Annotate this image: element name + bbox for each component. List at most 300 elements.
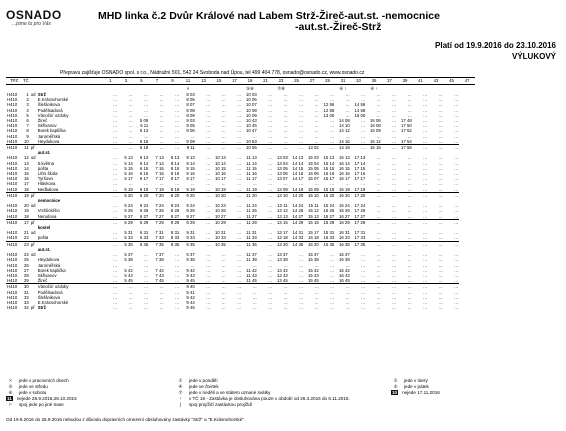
departure-time: … xyxy=(345,102,350,108)
departure-time: … xyxy=(391,230,397,236)
departure-time: 6 24 xyxy=(139,203,149,209)
departure-time: … xyxy=(391,262,397,268)
departure-time: … xyxy=(174,181,180,187)
route-code: H410 xyxy=(7,213,18,219)
departure-time: 16 12 xyxy=(369,138,381,144)
route-code: H410 xyxy=(7,299,18,305)
departure-time: 11 17 xyxy=(246,176,257,182)
departure-time: … xyxy=(205,252,211,258)
departure-time: 14 19 xyxy=(292,186,304,192)
departure-time: … xyxy=(438,252,443,258)
departure-time: 15 42 xyxy=(307,267,319,273)
arrival-departure-mark: př xyxy=(30,192,37,198)
departure-time: … xyxy=(236,133,242,139)
departure-time: … xyxy=(366,192,382,198)
departure-time: … xyxy=(438,262,443,268)
departure-time: … xyxy=(221,272,226,278)
service-symbol xyxy=(196,85,212,93)
departure-time: … xyxy=(413,145,429,151)
departure-time: 6 16 xyxy=(139,171,149,177)
legend-item xyxy=(6,390,46,395)
service-symbol xyxy=(397,85,413,93)
departure-time: … xyxy=(407,213,412,219)
departure-time: 10 08 xyxy=(245,107,257,113)
departure-time: … xyxy=(159,299,164,305)
departure-time: … xyxy=(128,181,133,187)
departure-time: … xyxy=(298,181,304,187)
legend-text: jede ve středu xyxy=(19,384,48,389)
departure-time: 16 19 xyxy=(338,186,350,192)
stop-number: 8 xyxy=(26,128,29,134)
departure-time: … xyxy=(345,305,350,311)
departure-time: … xyxy=(444,145,460,151)
departure-time: 17 26 xyxy=(354,208,366,214)
column-header: 47 xyxy=(459,78,475,85)
departure-time: 10 20 xyxy=(211,192,227,198)
departure-time: … xyxy=(174,138,180,144)
departure-time: … xyxy=(314,138,319,144)
departure-time: 11 45 xyxy=(246,278,257,284)
departure-time: 15 20 xyxy=(304,241,320,247)
departure-time: … xyxy=(438,128,443,134)
departure-time: … xyxy=(298,305,304,311)
departure-time: … xyxy=(422,262,428,268)
departure-time: … xyxy=(422,92,428,97)
departure-time: 15 35 xyxy=(320,241,336,247)
departure-time: 9 33 xyxy=(186,235,195,241)
departure-time: 16 15 xyxy=(338,165,350,171)
departure-time: … xyxy=(376,171,381,177)
legend-item xyxy=(6,402,64,407)
route-code: H410 xyxy=(7,257,18,263)
departure-time: 5 37 xyxy=(124,252,133,258)
departure-time: … xyxy=(236,128,242,134)
departure-time: … xyxy=(112,262,118,268)
departure-time: … xyxy=(391,138,397,144)
departure-time: … xyxy=(391,278,397,284)
departure-time: 11 24 xyxy=(246,203,257,209)
departure-time: … xyxy=(205,92,211,97)
legend-item xyxy=(6,378,69,383)
departure-time: 15 13 xyxy=(307,213,319,219)
departure-time: … xyxy=(283,289,288,295)
departure-time: … xyxy=(314,181,319,187)
departure-time: 8 07 xyxy=(186,102,195,108)
departure-time: … xyxy=(236,257,242,263)
departure-time: … xyxy=(289,145,305,151)
departure-time: … xyxy=(221,112,226,118)
departure-time: … xyxy=(438,112,443,118)
departure-time: … xyxy=(236,272,242,278)
column-header: 41 xyxy=(413,78,429,85)
service-symbol xyxy=(134,85,150,93)
stop-name: Vánoční ozdoby xyxy=(37,112,69,118)
departure-time: … xyxy=(267,230,273,236)
departure-time: … xyxy=(376,305,381,311)
departure-time: 17 16 xyxy=(354,171,366,177)
departure-time: … xyxy=(376,294,381,300)
departure-time: … xyxy=(391,208,397,214)
departure-time: … xyxy=(205,289,211,295)
departure-time: … xyxy=(221,128,226,134)
departure-time: … xyxy=(453,138,459,144)
departure-time: 17 27 xyxy=(354,213,366,219)
departure-time: 11 13 xyxy=(246,155,257,161)
departure-time: … xyxy=(298,267,304,273)
departure-time: 7 29 xyxy=(149,219,165,225)
departure-time: 5 43 xyxy=(124,272,133,278)
departure-time: … xyxy=(159,112,164,118)
legend-symbol: ⑦ xyxy=(178,390,183,395)
departure-time: … xyxy=(267,181,273,187)
stop-name: Strž xyxy=(37,305,46,311)
departure-time: … xyxy=(453,133,459,139)
service-symbol: ⑥ ↑ xyxy=(370,85,378,91)
departure-time: … xyxy=(174,299,180,305)
departure-time: … xyxy=(174,97,180,103)
departure-time: … xyxy=(444,192,460,198)
departure-time: … xyxy=(438,230,443,236)
stop-number: 19 xyxy=(23,208,29,214)
departure-time: 7 15 xyxy=(155,165,164,171)
departure-time: … xyxy=(205,138,211,144)
departure-time: … xyxy=(422,267,428,273)
departure-time: … xyxy=(407,102,412,108)
departure-time: … xyxy=(422,299,428,305)
departure-time: 14 35 xyxy=(289,241,305,247)
stop-name: 5.května xyxy=(37,160,54,166)
departure-time: … xyxy=(283,133,288,139)
departure-time: … xyxy=(143,267,149,273)
column-header: 9 xyxy=(165,78,181,85)
departure-time: … xyxy=(428,241,444,247)
stop-name: Hlávkova xyxy=(37,181,56,187)
departure-time: … xyxy=(236,102,242,108)
departure-time: 9 29 xyxy=(180,219,196,225)
departure-time: … xyxy=(159,133,164,139)
departure-time: 13 13 xyxy=(276,213,288,219)
departure-time: … xyxy=(413,192,429,198)
departure-time: … xyxy=(112,133,118,139)
departure-time: 16 33 xyxy=(338,235,350,241)
departure-time: … xyxy=(143,257,149,263)
departure-time: … xyxy=(258,145,274,151)
departure-time: … xyxy=(267,272,273,278)
departure-time: 13 03 xyxy=(276,155,288,161)
line-title-continued: -aut.st.-Žireč-Strž xyxy=(295,21,382,33)
departure-time: 6 31 xyxy=(139,230,149,236)
departure-time: … xyxy=(267,305,273,311)
route-code: H410 xyxy=(7,97,18,103)
departure-time: … xyxy=(112,289,118,295)
arrival-departure-mark: od xyxy=(30,155,36,161)
departure-time: … xyxy=(103,145,119,151)
departure-time: … xyxy=(236,118,242,124)
stop-number: 14 xyxy=(23,165,29,171)
departure-time: … xyxy=(112,294,118,300)
departure-time: 12 58 xyxy=(323,107,335,113)
departure-time: 7 26 xyxy=(155,208,164,214)
departure-time: … xyxy=(165,145,181,151)
departure-time: … xyxy=(453,123,459,129)
departure-time: 11 29 xyxy=(242,219,258,225)
departure-time: … xyxy=(391,181,397,187)
departure-time: 17 14 xyxy=(354,160,366,166)
departure-time: … xyxy=(174,92,180,97)
departure-time: … xyxy=(453,97,459,103)
column-header: 3 xyxy=(118,78,134,85)
departure-time: … xyxy=(438,208,443,214)
departure-time: … xyxy=(298,294,304,300)
departure-time: … xyxy=(174,289,180,295)
departure-time: … xyxy=(236,262,242,268)
departure-time: … xyxy=(205,262,211,268)
departure-time: … xyxy=(329,92,335,97)
departure-time: … xyxy=(391,107,397,113)
departure-time: … xyxy=(159,107,164,113)
departure-time: … xyxy=(196,219,212,225)
departure-time: 5 11 xyxy=(140,123,149,129)
departure-time: 16 08 xyxy=(369,123,381,129)
departure-time: … xyxy=(407,208,412,214)
departure-time: 14 15 xyxy=(292,165,304,171)
departure-time: … xyxy=(283,97,288,103)
departure-time: … xyxy=(329,289,335,295)
departure-time: … xyxy=(174,107,180,113)
departure-time: 11 42 xyxy=(246,267,257,273)
route-code: H410 xyxy=(7,272,18,278)
stop-name: Nerudova xyxy=(37,213,57,219)
service-symbol xyxy=(149,85,165,93)
departure-time: … xyxy=(444,241,460,247)
route-code: H410 xyxy=(7,112,18,118)
departure-time: 15 33 xyxy=(323,235,335,241)
departure-time: … xyxy=(221,289,226,295)
departure-time: … xyxy=(118,284,134,290)
departure-time: 9 17 xyxy=(186,176,195,182)
departure-time: 10 24 xyxy=(214,203,226,209)
route-code: H410 xyxy=(7,203,18,209)
departure-time: … xyxy=(221,267,226,273)
departure-time: 10 17 xyxy=(214,176,226,182)
departure-time: … xyxy=(422,272,428,278)
departure-time: … xyxy=(174,305,180,311)
carrier-info: Přepravu zajišťuje OSNADO spol. s r.o., Nádražní 501, 542 24 Svoboda nad Úpou, tel 499 404 778, osnado@osnado.cz, www.osnado.cz xyxy=(60,70,365,76)
departure-time: … xyxy=(329,118,335,124)
departure-time: … xyxy=(205,160,211,166)
service-symbol xyxy=(22,85,30,93)
departure-time: … xyxy=(438,171,443,177)
departure-time: 8 16 xyxy=(170,171,180,177)
legend-symbol: ⚐ xyxy=(8,402,13,407)
departure-time: … xyxy=(149,145,165,151)
departure-time: … xyxy=(267,278,273,284)
departure-time: … xyxy=(112,208,118,214)
departure-time: … xyxy=(221,305,226,311)
departure-time: 10 13 xyxy=(214,155,226,161)
route-code: H410 xyxy=(7,230,18,236)
departure-time: … xyxy=(128,118,133,124)
departure-time: 9 27 xyxy=(186,213,195,219)
legend-symbol: ⑤ xyxy=(8,384,13,389)
departure-time: … xyxy=(407,92,412,97)
departure-time: … xyxy=(376,272,381,278)
stop-number: 26 xyxy=(23,262,29,268)
departure-time: 14 18 xyxy=(335,145,351,151)
departure-time: … xyxy=(103,284,119,290)
departure-time: … xyxy=(267,165,273,171)
arrival-departure-mark: př xyxy=(30,241,37,247)
departure-time: 7 20 xyxy=(149,192,165,198)
departure-time: … xyxy=(407,181,412,187)
departure-time: … xyxy=(159,102,164,108)
departure-time: 7 45 xyxy=(155,278,164,284)
departure-time: 16 42 xyxy=(338,267,350,273)
departure-time: … xyxy=(407,305,412,311)
arrival-departure-mark: od xyxy=(30,252,36,258)
departure-time: … xyxy=(236,235,242,241)
departure-time: … xyxy=(407,112,412,118)
legend-text: jede v neděli a ve státem uznané svátky xyxy=(189,390,271,395)
departure-time: 5 14 xyxy=(124,160,133,166)
departure-time: 16 06 xyxy=(369,118,381,124)
departure-time: … xyxy=(438,203,443,209)
departure-time: … xyxy=(267,160,273,166)
departure-time: … xyxy=(329,262,335,268)
departure-time: 14 31 xyxy=(292,230,304,236)
column-header: 35 xyxy=(366,78,382,85)
departure-time: … xyxy=(376,112,381,118)
service-symbol xyxy=(320,85,336,93)
departure-time: … xyxy=(190,133,195,139)
stop-number: 13 xyxy=(23,160,29,166)
departure-time: … xyxy=(236,203,242,209)
departure-time: … xyxy=(453,267,459,273)
departure-time: 8 17 xyxy=(170,176,180,182)
departure-time: … xyxy=(360,118,366,124)
departure-time: … xyxy=(329,305,335,311)
departure-time: 9 09 xyxy=(186,138,195,144)
departure-time: … xyxy=(345,294,350,300)
departure-time: 15 45 xyxy=(307,278,319,284)
departure-time: … xyxy=(329,133,335,139)
departure-time: … xyxy=(422,176,428,182)
departure-time: 13 12 xyxy=(276,208,288,214)
departure-time: 15 14 xyxy=(323,160,335,166)
departure-time: … xyxy=(205,118,211,124)
departure-time: … xyxy=(376,257,381,263)
departure-time: … xyxy=(407,299,412,305)
departure-time: … xyxy=(267,203,273,209)
departure-time: … xyxy=(211,284,227,290)
departure-time: 6 13 xyxy=(139,155,149,161)
departure-time: … xyxy=(314,128,319,134)
stop-name: Šlefánikova xyxy=(37,102,60,108)
departure-time: … xyxy=(438,294,443,300)
departure-time: 7 42 xyxy=(155,267,164,273)
departure-time: … xyxy=(453,203,459,209)
departure-time: 5 45 xyxy=(124,278,133,284)
stop-number: 15 xyxy=(23,171,29,177)
stop-name: Žireč xyxy=(37,278,48,284)
arrival-departure-mark: od xyxy=(30,203,36,209)
departure-time: 13 18 xyxy=(276,235,288,241)
departure-time: … xyxy=(407,171,412,177)
departure-time: 5 27 xyxy=(124,213,133,219)
departure-time: 9 46 xyxy=(186,305,195,311)
departure-time: 13 38 xyxy=(276,257,288,263)
legend-item xyxy=(176,384,219,389)
departure-time: … xyxy=(174,133,180,139)
departure-time: … xyxy=(128,305,133,311)
departure-time: 16 17 xyxy=(338,176,350,182)
departure-time: … xyxy=(283,294,288,300)
departure-time: … xyxy=(112,278,118,284)
departure-time: … xyxy=(112,203,118,209)
arrival-departure-mark: př xyxy=(30,219,37,225)
stop-number: 17 xyxy=(23,219,29,225)
departure-time: 17 17 xyxy=(354,176,366,182)
departure-time: … xyxy=(329,252,335,258)
departure-time: … xyxy=(376,176,381,182)
departure-time: 13 11 xyxy=(277,203,288,209)
departure-time: 15 16 xyxy=(323,171,335,177)
departure-time: … xyxy=(453,112,459,118)
departure-time: … xyxy=(112,123,118,129)
departure-time: 6 20 xyxy=(134,192,150,198)
departure-time: … xyxy=(304,284,320,290)
departure-time: … xyxy=(422,102,428,108)
departure-time: … xyxy=(345,112,350,118)
departure-time: … xyxy=(227,241,243,247)
legend-text: jede v pracovních dnech xyxy=(19,378,69,383)
departure-time: … xyxy=(236,186,242,192)
departure-time: … xyxy=(453,155,459,161)
departure-time: … xyxy=(112,181,118,187)
departure-time: … xyxy=(143,299,149,305)
departure-time: … xyxy=(438,299,443,305)
company-logo xyxy=(6,8,62,27)
stop-name: E.Krásnohorské xyxy=(37,97,69,103)
departure-time: 9 38 xyxy=(186,257,195,263)
departure-time: … xyxy=(221,138,226,144)
route-code: H410 xyxy=(6,145,22,151)
departure-time: 9 20 xyxy=(180,192,196,198)
departure-time: … xyxy=(422,112,428,118)
legend-text: jede v sobotu xyxy=(19,390,47,395)
stop-name: Heydukova xyxy=(37,138,60,144)
departure-time: … xyxy=(407,235,412,241)
departure-time: 11 16 xyxy=(246,171,257,177)
stop-number: 22 xyxy=(23,235,29,241)
departure-time: … xyxy=(298,138,304,144)
departure-time: … xyxy=(267,171,273,177)
departure-time: 14 26 xyxy=(292,208,304,214)
departure-time: … xyxy=(221,92,226,97)
departure-time: … xyxy=(283,138,288,144)
column-header: 23 xyxy=(273,78,289,85)
departure-time: 13 05 xyxy=(276,165,288,171)
departure-time: … xyxy=(205,97,211,103)
departure-time: … xyxy=(453,278,459,284)
departure-time: 15 03 xyxy=(307,155,319,161)
departure-time: … xyxy=(143,272,149,278)
departure-time: 9 24 xyxy=(186,203,195,209)
departure-time: … xyxy=(190,262,195,268)
departure-time: 8 27 xyxy=(170,213,180,219)
departure-time: … xyxy=(112,252,118,258)
departure-time: 13 02 xyxy=(304,145,320,151)
